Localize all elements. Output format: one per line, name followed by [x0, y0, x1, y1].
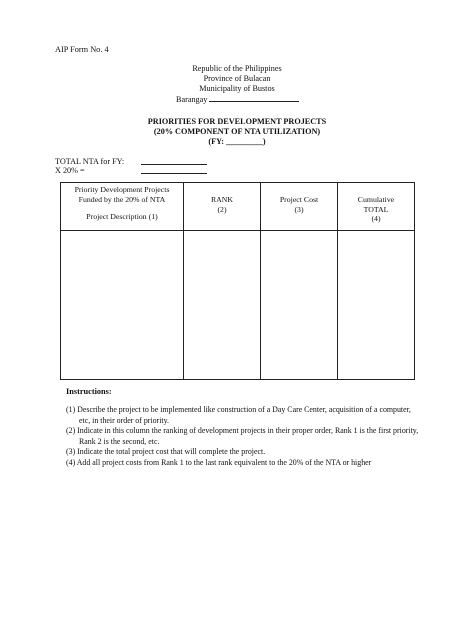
cell-rank[interactable] — [184, 231, 261, 380]
col1-line2: Funded by the 20% of NTA — [78, 194, 166, 204]
header-cumulative-total — [338, 183, 415, 231]
instructions-heading: Instructions: — [66, 387, 112, 396]
header-project-cost — [261, 183, 338, 231]
instruction-item-2 — [66, 426, 436, 447]
barangay-blank[interactable] — [209, 93, 299, 102]
col4-line3: (4) — [371, 214, 381, 223]
instruction-2b: Rank 2 is the second, etc. — [79, 436, 160, 446]
col4-line2: TOTAL — [363, 204, 389, 214]
col2-line2: (2) — [217, 204, 227, 214]
title-line1: PRIORITIES FOR DEVELOPMENT PROJECTS — [147, 117, 327, 126]
title-line2: (20% COMPONENT OF NTA UTILIZATION) — [153, 127, 321, 136]
x20-blank[interactable] — [141, 166, 207, 174]
col2-line1: RANK — [210, 195, 234, 204]
col4-line1: Cumulative — [357, 195, 395, 204]
x20-label: X 20% = — [55, 166, 85, 175]
barangay-line — [176, 93, 299, 104]
col1-line1: Priority Development Projects — [74, 185, 170, 194]
header-project-description — [61, 183, 184, 231]
cell-cumulative-total[interactable] — [338, 231, 415, 380]
instruction-4: (4) Add all project costs from Rank 1 to the last rank equivalent to the 20% of the NTA or higher — [66, 457, 372, 467]
instruction-1a: (1) Describe the project to be implemented like construction of a Day Care Center, acquisition of a computer, — [66, 405, 411, 414]
total-nta-label: TOTAL NTA for FY: — [55, 157, 125, 166]
instruction-3: (3) Indicate the total project cost that will complete the project. — [66, 447, 266, 457]
header-municipality: Municipality of Bustos — [199, 84, 275, 93]
instruction-1b: etc, in their order of priority. — [79, 415, 169, 425]
header-rank — [184, 183, 261, 231]
instructions-list — [66, 405, 436, 469]
instruction-item-4 — [66, 458, 436, 469]
priorities-table — [60, 182, 415, 380]
header-country: Republic of the Philippines — [192, 64, 282, 73]
col3-line2: (3) — [294, 204, 304, 214]
col1-line3: Project Description (1) — [86, 212, 158, 221]
total-nta-blank[interactable] — [141, 157, 207, 165]
cell-project-description[interactable] — [61, 231, 184, 380]
barangay-label: Barangay — [176, 95, 208, 104]
instruction-item-1 — [66, 405, 436, 426]
instruction-2a: (2) Indicate in this column the ranking of development projects in their proper order, Rank 1 is the first priority, — [66, 426, 419, 436]
col3-line1: Project Cost — [279, 195, 319, 204]
instruction-item-3 — [66, 447, 436, 458]
form-number: AIP Form No. 4 — [55, 45, 109, 54]
header-province: Province of Bulacan — [203, 74, 271, 83]
title-fy: (FY: _________) — [208, 137, 266, 146]
cell-project-cost[interactable] — [261, 231, 338, 380]
